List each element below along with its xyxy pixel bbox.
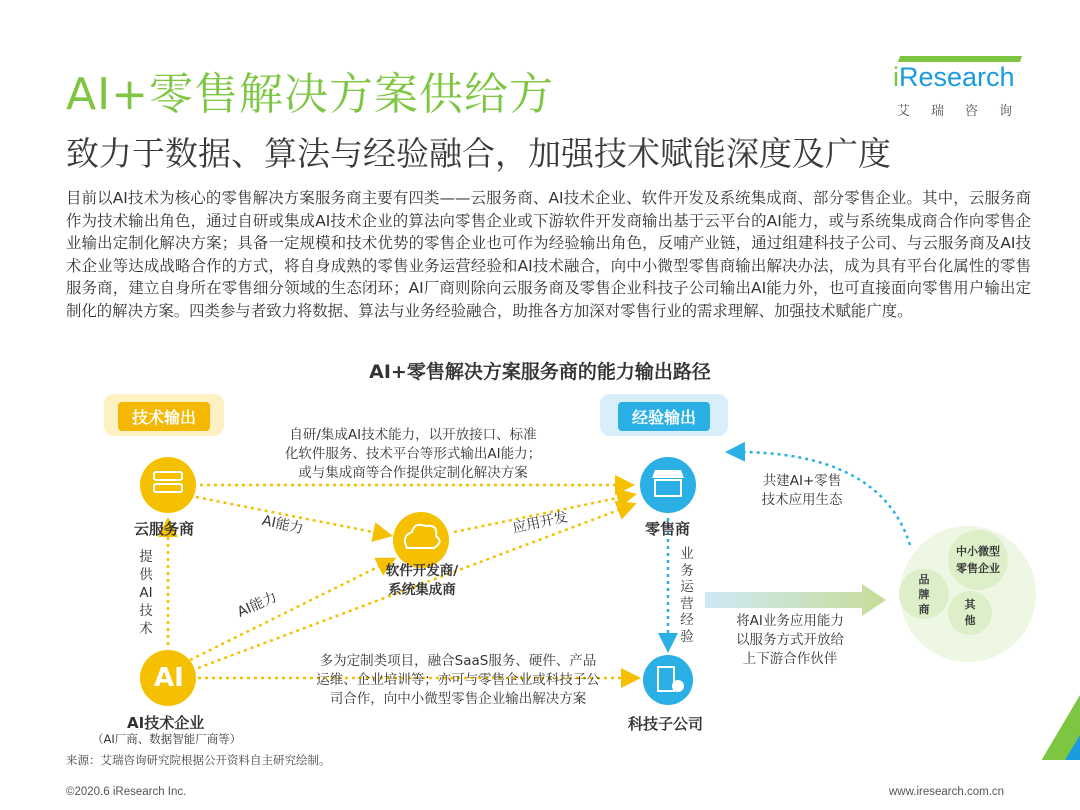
tech-output-pill	[104, 396, 224, 436]
logo-text: Research	[899, 62, 1015, 92]
others-label: 其 他	[964, 598, 976, 627]
copyright: ©2020.6 iResearch Inc.	[66, 786, 187, 798]
ai-company-label: AI技术企业	[127, 714, 205, 732]
store-icon	[640, 457, 696, 513]
exp-output-pill	[600, 396, 728, 436]
tech-output-label: 技术输出	[118, 402, 210, 431]
retailer-label: 零售商	[645, 520, 691, 538]
iresearch-logo	[893, 62, 1033, 122]
logo-wordmark	[893, 62, 1015, 93]
cloud-label: 云服务商	[134, 520, 195, 538]
sme-label: 中小微型 零售企业	[956, 545, 1000, 575]
app-dev-label: 应用开发	[511, 509, 570, 537]
bottom-note: 多为定制类项目，融合SaaS服务、硬件、产品 运维、企业培训等；亦可与零售企业或科技子公 司合作，向中小微型零售企业输出解决方案	[316, 653, 600, 707]
page-number: 37	[1040, 778, 1057, 795]
exp-output-label: 经验输出	[618, 402, 710, 431]
software-cloud-icon	[393, 512, 449, 568]
page-title: AI+零售解决方案供给方	[66, 69, 554, 120]
intro-paragraph	[66, 187, 1031, 323]
corner-green	[1012, 695, 1080, 760]
subsidiary-label: 科技子公司	[628, 715, 704, 733]
ai-capability-label-2: AI能力	[234, 589, 280, 621]
page-subtitle: 致力于数据、算法与经验融合，加强技术赋能深度及广度	[66, 134, 891, 173]
open-service-label: 将AI业务应用能力 以服务方式开放给 上下游合作伙伴	[736, 613, 844, 667]
provide-ai-label: 提 供 AI 技 术	[139, 549, 153, 637]
top-note: 自研/集成AI技术能力，以开放接口、标准 化软件服务、技术平台等形式输出AI能力； 或与集成商等合作提供定制化解决方案	[284, 427, 542, 481]
logo-subtitle: 艾瑞咨询	[897, 104, 1034, 119]
ai-badge-text: AI	[154, 663, 184, 693]
software-label: 软件开发商/ 系统集成商	[385, 563, 459, 598]
logo-letter: i	[893, 62, 899, 92]
source-note: 来源：艾瑞咨询研究院根据公开资料自主研究绘制。	[66, 753, 331, 767]
website-link[interactable]: www.iresearch.com.cn	[889, 786, 1005, 798]
ai-company-note: （AI厂商、数据智能厂商等）	[92, 732, 242, 746]
arrow-ai-software	[190, 560, 392, 660]
ecosystem-label: 共建AI+零售 技术应用生态	[761, 473, 843, 508]
biz-exp-label: 业 务 运 营 经 验	[680, 546, 694, 645]
ai-capability-label-1: AI能力	[260, 512, 305, 538]
building-icon	[643, 655, 693, 705]
intro-text: 目前以AI技术为核心的零售解决方案服务商主要有四类——云服务商、AI技术企业、软件开发及系统集成商、部分零售企业。其中，云服务商作为技术输出角色，通过自研或集成AI技术企业的算法向零售企业或下游软件开发商输出基于云平台的AI能力，或与系统集成商合作向零售企业输出定制化解决方案；具备一定规模和技术优势的零售企业也可作为经验输出角色，反哺产业链，通过组建科技子公司、与云服务商及AI技术企业等达成战略合作的方式，将自身成熟的零售业务运营经验和AI技术融合，向中小微型零售商输出解决办法，成为具有平台化属性的零售服务商，建立自身所在零售细分领域的生态闭环；AI厂商则除向云服务商及零售企业科技子公司输出AI能力外，也可直接面向零售用户输出定制化的解决方案。四类参与者致力将数据、算法与业务经验融合，助推各方加深对零售行业的需求理解、加强技术赋能广度。	[66, 189, 1031, 320]
diagram-title: AI+零售解决方案服务商的能力输出路径	[369, 361, 711, 383]
brand-label: 品 牌 商	[918, 573, 930, 616]
